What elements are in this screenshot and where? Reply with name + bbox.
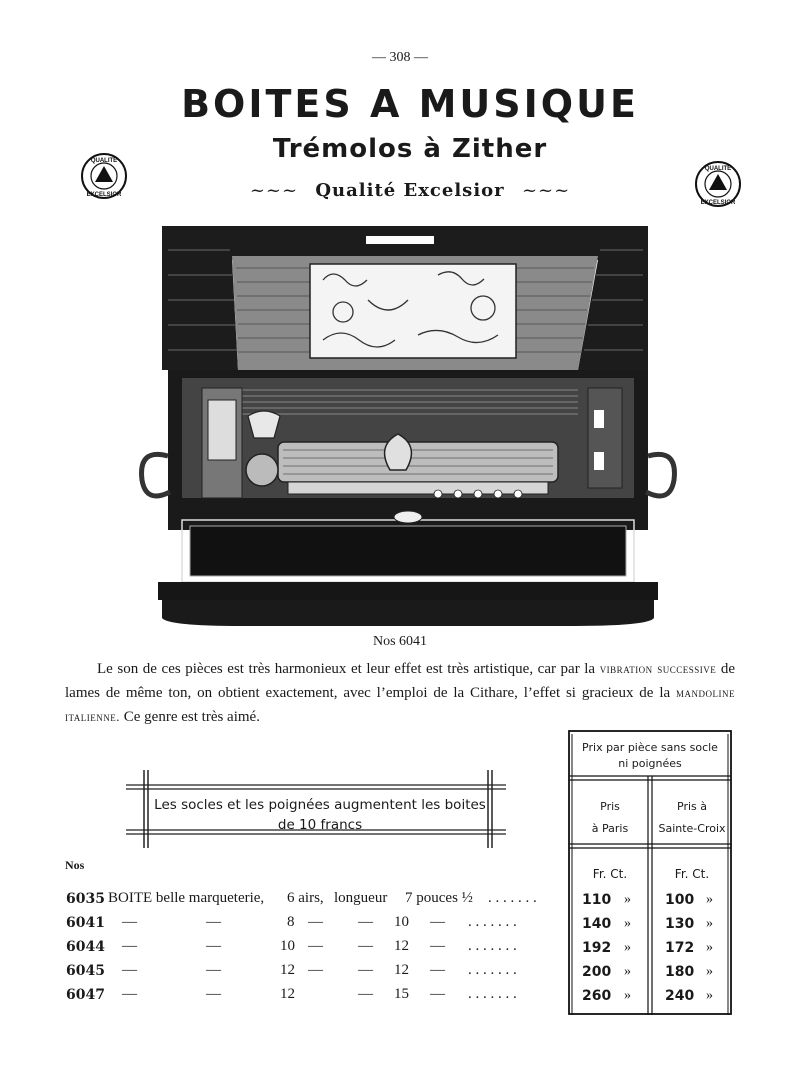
price-sainte-croix: 180	[665, 964, 695, 980]
row-leaders: . . . . . . .	[468, 938, 517, 954]
notice-text	[150, 795, 490, 835]
row-description-2: —	[206, 914, 221, 930]
row-leaders: . . . . . . .	[468, 962, 517, 978]
row-length-label: —	[358, 962, 373, 978]
price-sainte-croix: 240	[665, 988, 695, 1004]
row-length-label: —	[358, 986, 373, 1002]
seal-top-text: QUALITÉ	[90, 158, 118, 164]
price-paris: 260	[582, 988, 612, 1004]
col-sc-line-1: Pris à	[677, 800, 707, 813]
price-sainte-croix-mark: »	[706, 892, 713, 907]
row-length: 12	[394, 962, 409, 978]
price-paris-mark: »	[624, 916, 631, 931]
row-leaders: . . . . . . .	[468, 986, 517, 1002]
row-number: 6035	[66, 891, 105, 907]
price-sainte-croix-mark: »	[706, 940, 713, 955]
row-airs: 12	[280, 986, 295, 1002]
price-col-paris-header	[570, 796, 650, 840]
price-paris: 110	[582, 892, 612, 908]
price-sainte-croix-mark: »	[706, 964, 713, 979]
description-text-1: Le son de ces pièces est très harmonieux et leur effet est très artistique, car par la	[97, 661, 596, 677]
price-paris: 192	[582, 940, 612, 956]
description-small-caps-2: mandoline italienne.	[65, 685, 735, 724]
row-number: 6047	[66, 987, 105, 1003]
price-header-line-2: ni poignées	[618, 757, 682, 770]
row-description-2: —	[206, 986, 221, 1002]
row-airs: 12	[280, 962, 295, 978]
price-paris-mark: »	[624, 964, 631, 979]
figure-caption: Nos 6041	[372, 634, 428, 649]
row-airs: 8	[287, 914, 295, 930]
row-dash-a: —	[308, 938, 323, 954]
row-dash-b: —	[430, 986, 445, 1002]
quality-seal-right-icon	[694, 160, 742, 208]
row-length-label: —	[358, 914, 373, 930]
price-sainte-croix: 130	[665, 916, 695, 932]
price-sainte-croix: 100	[665, 892, 695, 908]
row-airs: 6 airs,	[287, 890, 324, 906]
row-length-label: longueur	[334, 890, 388, 906]
price-paris: 200	[582, 964, 612, 980]
description-paragraph	[65, 657, 735, 729]
row-length: 10	[394, 914, 409, 930]
quality-seal-left-icon	[80, 152, 128, 200]
seal-bottom-text: EXCELSIOR	[700, 200, 736, 206]
music-box-illustration	[138, 220, 678, 630]
row-number: 6045	[66, 963, 105, 979]
row-dash-a: —	[308, 914, 323, 930]
price-header	[570, 740, 730, 772]
price-sainte-croix-mark: »	[706, 988, 713, 1003]
row-description: —	[122, 986, 137, 1002]
row-airs: 10	[280, 938, 295, 954]
price-paris-mark: »	[624, 940, 631, 955]
notice-line-1: Les socles et les poignées augmentent les boites	[154, 797, 486, 813]
price-sainte-croix: 172	[665, 940, 695, 956]
quality-text: Qualité Excelsior	[315, 180, 505, 201]
notice-line-2: de 10 francs	[277, 817, 363, 833]
row-description-2: —	[206, 962, 221, 978]
page-number: — 308 —	[372, 50, 428, 65]
seal-bottom-text: EXCELSIOR	[86, 192, 122, 198]
subtitle: Trémolos à Zither	[272, 134, 548, 164]
description-text-2: de lames de même ton, on obtient exactement, avec l’emploi de la Cithare, l’effet si gracieux de la	[65, 661, 736, 701]
price-paris-mark: »	[624, 892, 631, 907]
col-paris-line-2: à Paris	[591, 822, 629, 835]
row-length-label: —	[358, 938, 373, 954]
row-leaders: . . . . . . .	[488, 890, 537, 906]
right-flourish: ~~~	[521, 180, 571, 201]
row-length: 15	[394, 986, 409, 1002]
row-length: 12	[394, 938, 409, 954]
unit-paris: Fr. Ct.	[592, 867, 628, 881]
row-description: —	[122, 962, 137, 978]
left-flourish: ~~~	[249, 180, 299, 201]
row-description-2: —	[206, 938, 221, 954]
row-description: —	[122, 914, 137, 930]
row-description: BOITE belle marqueterie,	[108, 890, 265, 906]
price-header-line-1: Prix par pièce sans socle	[582, 741, 718, 754]
main-title: BOITES A MUSIQUE	[181, 82, 639, 126]
row-number: 6044	[66, 939, 105, 955]
row-dash-b: —	[430, 914, 445, 930]
col-sc-line-2: Sainte-Croix	[658, 822, 726, 835]
seal-top-text: QUALITÉ	[704, 166, 732, 172]
col-paris-line-1: Pris	[600, 800, 620, 813]
price-col-sainte-croix-header	[652, 796, 732, 840]
price-paris: 140	[582, 916, 612, 932]
price-paris-mark: »	[624, 988, 631, 1003]
row-length: 7 pouces ½	[405, 890, 473, 906]
row-dash-b: —	[430, 962, 445, 978]
price-sainte-croix-mark: »	[706, 916, 713, 931]
row-dash-a: —	[308, 962, 323, 978]
unit-sainte-croix: Fr. Ct.	[674, 867, 710, 881]
row-number: 6041	[66, 915, 105, 931]
description-text-3: Ce genre est très aimé.	[123, 709, 260, 725]
row-dash-b: —	[430, 938, 445, 954]
numbers-label: Nos	[65, 858, 85, 872]
row-description: —	[122, 938, 137, 954]
description-small-caps-1: vibration successive	[599, 661, 717, 676]
row-leaders: . . . . . . .	[468, 914, 517, 930]
